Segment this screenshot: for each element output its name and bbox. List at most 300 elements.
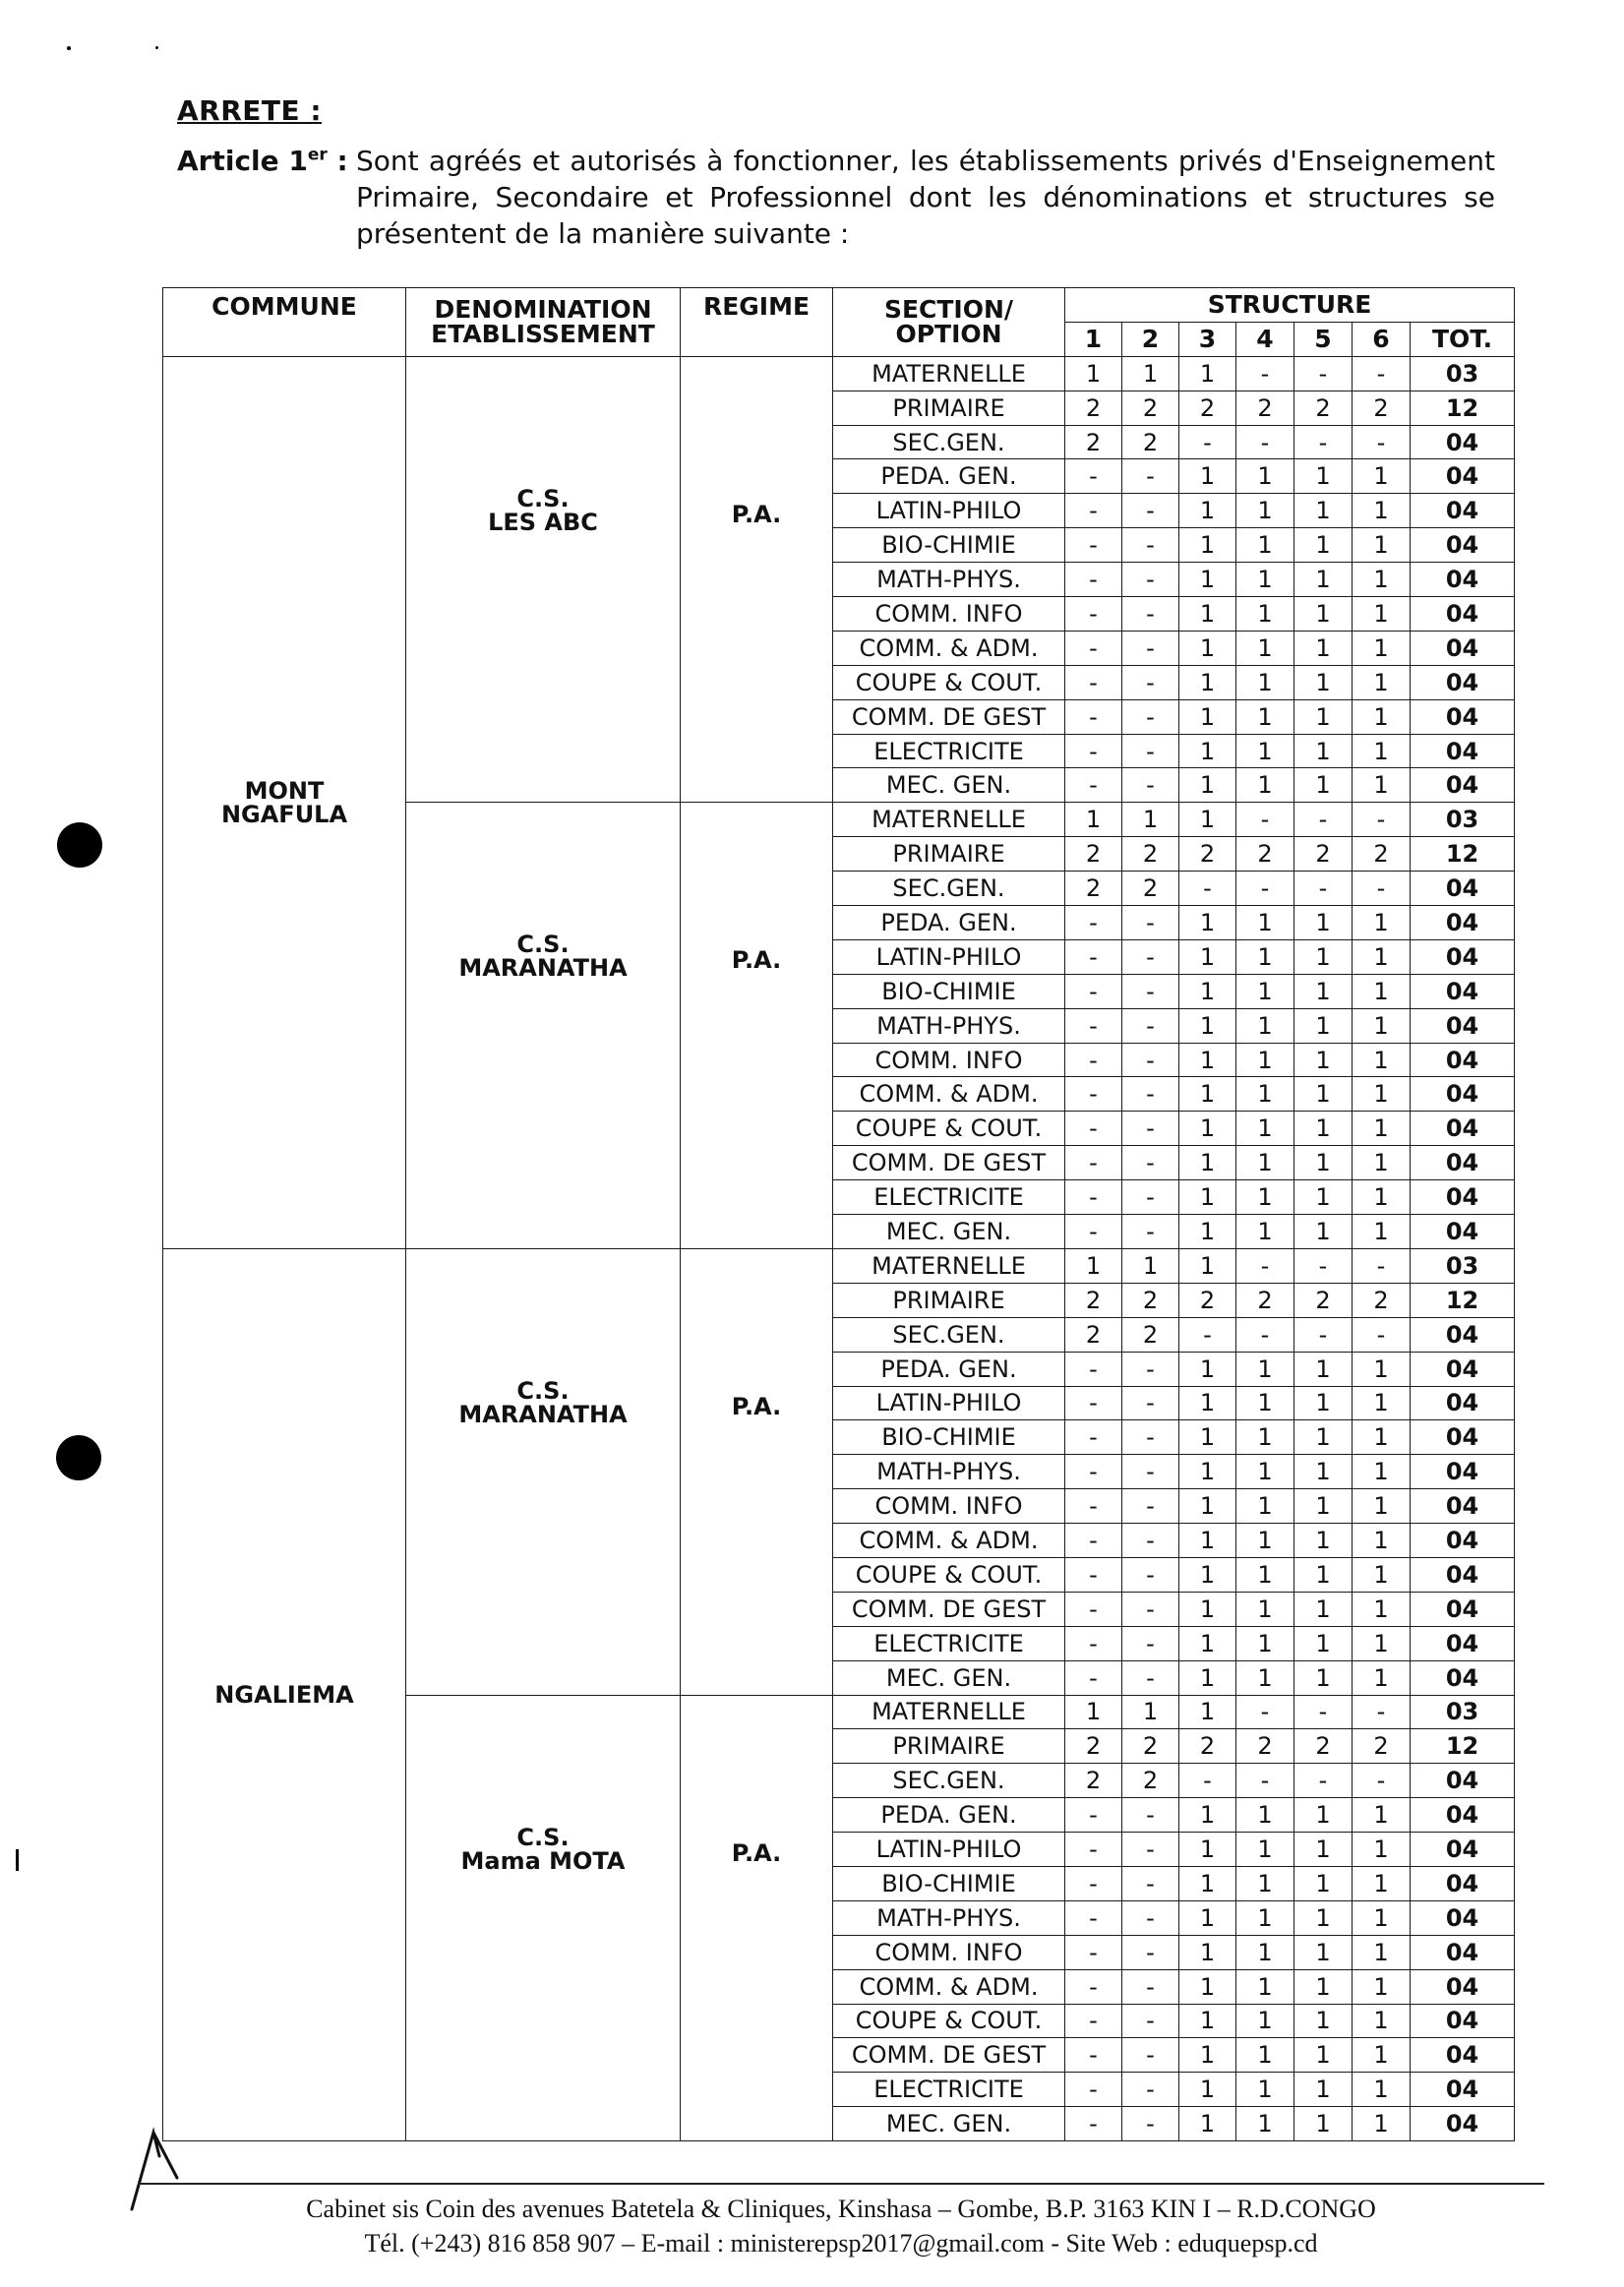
scan-dot — [67, 46, 71, 50]
level-1-cell: 2 — [1065, 425, 1122, 459]
level-5-cell: 1 — [1294, 1866, 1353, 1900]
level-6-cell: 1 — [1353, 1660, 1411, 1695]
level-1-cell: - — [1065, 1833, 1122, 1867]
section-option-cell: LATIN-PHILO — [833, 494, 1065, 528]
header-level-1: 1 — [1065, 322, 1122, 356]
school-name-line: LES ABC — [488, 508, 598, 536]
level-6-cell: - — [1353, 1764, 1411, 1798]
punch-hole — [57, 822, 102, 868]
level-5-cell: 1 — [1294, 665, 1353, 699]
level-4-cell: 1 — [1236, 1557, 1294, 1592]
total-cell: 03 — [1411, 1248, 1515, 1283]
level-5-cell: 1 — [1294, 1180, 1353, 1215]
level-2-cell: - — [1122, 734, 1179, 768]
regime-cell: P.A. — [681, 356, 833, 803]
level-1-cell: 2 — [1065, 1764, 1122, 1798]
footer-contact: Tél. (+243) 816 858 907 – E-mail : ministerepsp2017@gmail.com - Site Web : eduquepsp.cd — [364, 2229, 1318, 2257]
level-2-cell: 2 — [1122, 1317, 1179, 1352]
level-4-cell: 2 — [1236, 1729, 1294, 1764]
level-5-cell: - — [1294, 425, 1353, 459]
header-commune: COMMUNE — [163, 288, 406, 357]
level-1-cell: - — [1065, 1866, 1122, 1900]
level-4-cell: 1 — [1236, 1489, 1294, 1524]
level-3-cell: 2 — [1179, 837, 1236, 872]
level-3-cell: 1 — [1179, 563, 1236, 597]
total-cell: 04 — [1411, 906, 1515, 940]
school-name-cell — [406, 1248, 681, 1695]
level-4-cell: 1 — [1236, 563, 1294, 597]
total-cell: 04 — [1411, 1866, 1515, 1900]
level-3-cell: 1 — [1179, 1112, 1236, 1146]
level-2-cell: - — [1122, 1660, 1179, 1695]
level-6-cell: 1 — [1353, 1935, 1411, 1969]
level-2-cell: 2 — [1122, 837, 1179, 872]
level-1-cell: - — [1065, 1008, 1122, 1043]
level-2-cell: - — [1122, 1455, 1179, 1489]
level-3-cell: 1 — [1179, 1248, 1236, 1283]
total-cell: 04 — [1411, 768, 1515, 803]
level-1-cell: - — [1065, 1146, 1122, 1180]
level-5-cell: 1 — [1294, 1592, 1353, 1626]
section-option-cell: MEC. GEN. — [833, 1215, 1065, 1249]
header-denomination: DENOMINATION ETABLISSEMENT — [406, 288, 681, 357]
level-1-cell: - — [1065, 1557, 1122, 1592]
level-6-cell: 1 — [1353, 528, 1411, 563]
level-4-cell: 1 — [1236, 734, 1294, 768]
level-2-cell: - — [1122, 2073, 1179, 2107]
level-6-cell: 1 — [1353, 1900, 1411, 1935]
level-5-cell: 1 — [1294, 1352, 1353, 1386]
level-6-cell: 1 — [1353, 1386, 1411, 1420]
total-cell: 04 — [1411, 1592, 1515, 1626]
level-1-cell: - — [1065, 1660, 1122, 1695]
section-option-cell: COMM. DE GEST — [833, 1146, 1065, 1180]
section-option-cell: COUPE & COUT. — [833, 1557, 1065, 1592]
level-1-cell: 2 — [1065, 1729, 1122, 1764]
level-3-cell: 1 — [1179, 1455, 1236, 1489]
level-4-cell: 1 — [1236, 1180, 1294, 1215]
level-4-cell: 1 — [1236, 631, 1294, 665]
level-6-cell: 1 — [1353, 2073, 1411, 2107]
level-2-cell: - — [1122, 494, 1179, 528]
level-6-cell: 1 — [1353, 494, 1411, 528]
level-3-cell: 1 — [1179, 1660, 1236, 1695]
section-option-cell: MATH-PHYS. — [833, 563, 1065, 597]
level-3-cell: 1 — [1179, 2038, 1236, 2073]
level-5-cell: 1 — [1294, 1215, 1353, 1249]
total-cell: 04 — [1411, 1112, 1515, 1146]
level-3-cell: 1 — [1179, 1969, 1236, 2004]
level-4-cell: 1 — [1236, 1420, 1294, 1455]
section-option-cell: PRIMAIRE — [833, 391, 1065, 425]
total-cell: 04 — [1411, 1969, 1515, 2004]
level-5-cell: 1 — [1294, 1146, 1353, 1180]
total-cell: 04 — [1411, 1455, 1515, 1489]
section-option-cell: COMM. INFO — [833, 597, 1065, 632]
level-2-cell: - — [1122, 1592, 1179, 1626]
level-3-cell: 1 — [1179, 1557, 1236, 1592]
school-name-line: C.S. — [516, 484, 570, 512]
level-2-cell: - — [1122, 1969, 1179, 2004]
level-2-cell: - — [1122, 2038, 1179, 2073]
header-structure: STRUCTURE — [1065, 288, 1515, 323]
level-4-cell: - — [1236, 803, 1294, 837]
level-1-cell: - — [1065, 597, 1122, 632]
level-5-cell: 1 — [1294, 699, 1353, 734]
section-option-cell: LATIN-PHILO — [833, 1833, 1065, 1867]
level-1-cell: - — [1065, 459, 1122, 494]
level-1-cell: - — [1065, 1386, 1122, 1420]
level-6-cell: 1 — [1353, 1833, 1411, 1867]
article-text: Sont agréés et autorisés à fonctionner, les établissements privés d'Enseignement Primaire, Secondaire et Professionnel dont les dénominations et structures se présentent de la manière suivante : — [356, 145, 1495, 250]
level-3-cell: 1 — [1179, 1695, 1236, 1729]
section-option-cell: COMM. & ADM. — [833, 1077, 1065, 1112]
level-6-cell: 1 — [1353, 1524, 1411, 1558]
level-3-cell: 1 — [1179, 494, 1236, 528]
level-4-cell: 1 — [1236, 665, 1294, 699]
level-6-cell: 1 — [1353, 768, 1411, 803]
total-cell: 04 — [1411, 1798, 1515, 1833]
total-cell: 12 — [1411, 837, 1515, 872]
level-4-cell: 1 — [1236, 1146, 1294, 1180]
level-3-cell: 1 — [1179, 597, 1236, 632]
level-5-cell: 2 — [1294, 837, 1353, 872]
total-cell: 04 — [1411, 974, 1515, 1008]
level-4-cell: 1 — [1236, 1008, 1294, 1043]
level-5-cell: 1 — [1294, 2004, 1353, 2038]
commune-name-line: NGAFULA — [220, 800, 348, 828]
school-name-cell — [406, 356, 681, 803]
level-4-cell: - — [1236, 1764, 1294, 1798]
header-regime: REGIME — [681, 288, 833, 357]
total-cell: 04 — [1411, 563, 1515, 597]
level-3-cell: - — [1179, 1317, 1236, 1352]
level-2-cell: - — [1122, 1935, 1179, 1969]
level-2-cell: 1 — [1122, 1695, 1179, 1729]
level-2-cell: - — [1122, 563, 1179, 597]
section-option-cell: MEC. GEN. — [833, 2107, 1065, 2141]
level-5-cell: 1 — [1294, 1557, 1353, 1592]
level-2-cell: 2 — [1122, 391, 1179, 425]
level-4-cell: 1 — [1236, 1215, 1294, 1249]
scan-line — [16, 1849, 19, 1871]
level-5-cell: 1 — [1294, 1626, 1353, 1660]
level-3-cell: 1 — [1179, 1180, 1236, 1215]
level-5-cell: - — [1294, 1695, 1353, 1729]
level-5-cell: 1 — [1294, 597, 1353, 632]
level-4-cell: 1 — [1236, 2038, 1294, 2073]
level-1-cell: - — [1065, 2073, 1122, 2107]
level-5-cell: 1 — [1294, 563, 1353, 597]
level-4-cell: 1 — [1236, 1900, 1294, 1935]
level-3-cell: 1 — [1179, 1798, 1236, 1833]
level-4-cell: - — [1236, 1317, 1294, 1352]
level-3-cell: 1 — [1179, 1833, 1236, 1867]
level-3-cell: 2 — [1179, 391, 1236, 425]
level-1-cell: - — [1065, 1969, 1122, 2004]
section-option-cell: ELECTRICITE — [833, 2073, 1065, 2107]
total-cell: 04 — [1411, 1935, 1515, 1969]
level-6-cell: 1 — [1353, 1180, 1411, 1215]
level-2-cell: - — [1122, 459, 1179, 494]
total-cell: 04 — [1411, 1215, 1515, 1249]
level-3-cell: 1 — [1179, 1626, 1236, 1660]
level-1-cell: - — [1065, 2004, 1122, 2038]
level-1-cell: - — [1065, 1489, 1122, 1524]
section-option-cell: BIO-CHIMIE — [833, 974, 1065, 1008]
level-2-cell: - — [1122, 2004, 1179, 2038]
level-3-cell: 1 — [1179, 1077, 1236, 1112]
level-1-cell: 2 — [1065, 1317, 1122, 1352]
regime-cell: P.A. — [681, 803, 833, 1249]
section-option-cell: COUPE & COUT. — [833, 665, 1065, 699]
level-2-cell: - — [1122, 699, 1179, 734]
level-1-cell: - — [1065, 631, 1122, 665]
level-3-cell: 1 — [1179, 1524, 1236, 1558]
level-1-cell: - — [1065, 1524, 1122, 1558]
section-option-cell: MATH-PHYS. — [833, 1008, 1065, 1043]
level-1-cell: - — [1065, 1900, 1122, 1935]
level-4-cell: 1 — [1236, 597, 1294, 632]
total-cell: 04 — [1411, 1489, 1515, 1524]
total-cell: 12 — [1411, 1283, 1515, 1317]
level-4-cell: 1 — [1236, 1935, 1294, 1969]
level-2-cell: 2 — [1122, 1764, 1179, 1798]
level-5-cell: 1 — [1294, 1798, 1353, 1833]
school-name-line: C.S. — [516, 931, 570, 959]
level-4-cell: 1 — [1236, 2004, 1294, 2038]
level-6-cell: 1 — [1353, 1215, 1411, 1249]
section-option-cell: COMM. & ADM. — [833, 1969, 1065, 2004]
total-cell: 04 — [1411, 1660, 1515, 1695]
level-1-cell: 1 — [1065, 356, 1122, 391]
section-option-cell: SEC.GEN. — [833, 1317, 1065, 1352]
level-5-cell: 2 — [1294, 391, 1353, 425]
total-cell: 04 — [1411, 1764, 1515, 1798]
level-3-cell: 2 — [1179, 1729, 1236, 1764]
level-4-cell: - — [1236, 425, 1294, 459]
level-5-cell: 1 — [1294, 1489, 1353, 1524]
total-cell: 04 — [1411, 1557, 1515, 1592]
level-4-cell: 1 — [1236, 906, 1294, 940]
level-1-cell: - — [1065, 528, 1122, 563]
level-3-cell: 1 — [1179, 2004, 1236, 2038]
school-name-line: C.S. — [516, 1376, 570, 1405]
level-1-cell: - — [1065, 2038, 1122, 2073]
level-2-cell: 2 — [1122, 872, 1179, 906]
total-cell: 04 — [1411, 939, 1515, 974]
total-cell: 04 — [1411, 597, 1515, 632]
level-5-cell: 2 — [1294, 1283, 1353, 1317]
header-total: TOT. — [1411, 322, 1515, 356]
level-3-cell: 1 — [1179, 699, 1236, 734]
total-cell: 04 — [1411, 2038, 1515, 2073]
level-6-cell: 1 — [1353, 1077, 1411, 1112]
level-5-cell: - — [1294, 1248, 1353, 1283]
level-2-cell: - — [1122, 1043, 1179, 1077]
level-5-cell: 1 — [1294, 1455, 1353, 1489]
level-5-cell: 1 — [1294, 631, 1353, 665]
level-5-cell: 1 — [1294, 528, 1353, 563]
level-3-cell: 1 — [1179, 665, 1236, 699]
section-option-cell: PRIMAIRE — [833, 1729, 1065, 1764]
level-6-cell: 2 — [1353, 391, 1411, 425]
level-2-cell: - — [1122, 974, 1179, 1008]
total-cell: 04 — [1411, 1524, 1515, 1558]
level-5-cell: 1 — [1294, 1935, 1353, 1969]
section-option-cell: MATH-PHYS. — [833, 1455, 1065, 1489]
level-6-cell: 1 — [1353, 1626, 1411, 1660]
table-row — [163, 1248, 1515, 1283]
level-1-cell: - — [1065, 768, 1122, 803]
level-1-cell: 1 — [1065, 1248, 1122, 1283]
level-5-cell: 1 — [1294, 768, 1353, 803]
level-3-cell: 1 — [1179, 356, 1236, 391]
level-2-cell: 2 — [1122, 1729, 1179, 1764]
level-1-cell: - — [1065, 2107, 1122, 2141]
level-2-cell: - — [1122, 1180, 1179, 1215]
level-1-cell: 2 — [1065, 872, 1122, 906]
total-cell: 04 — [1411, 1386, 1515, 1420]
header-level-4: 4 — [1236, 322, 1294, 356]
level-5-cell: - — [1294, 356, 1353, 391]
level-4-cell: 2 — [1236, 391, 1294, 425]
section-option-cell: COMM. & ADM. — [833, 1524, 1065, 1558]
structure-table — [162, 287, 1515, 2141]
section-option-cell: COMM. INFO — [833, 1489, 1065, 1524]
level-2-cell: - — [1122, 1386, 1179, 1420]
school-name-cell — [406, 803, 681, 1249]
level-5-cell: 1 — [1294, 1386, 1353, 1420]
section-option-cell: SEC.GEN. — [833, 425, 1065, 459]
section-option-cell: MATERNELLE — [833, 1248, 1065, 1283]
level-3-cell: 1 — [1179, 1386, 1236, 1420]
level-4-cell: 1 — [1236, 1626, 1294, 1660]
level-5-cell: 1 — [1294, 2107, 1353, 2141]
level-1-cell: - — [1065, 974, 1122, 1008]
level-6-cell: 1 — [1353, 1592, 1411, 1626]
level-6-cell: 1 — [1353, 631, 1411, 665]
section-option-cell: PEDA. GEN. — [833, 906, 1065, 940]
total-cell: 04 — [1411, 872, 1515, 906]
section-option-cell: BIO-CHIMIE — [833, 1866, 1065, 1900]
school-name-line: MARANATHA — [458, 954, 628, 983]
level-6-cell: 2 — [1353, 1283, 1411, 1317]
total-cell: 04 — [1411, 2073, 1515, 2107]
level-3-cell: 1 — [1179, 528, 1236, 563]
level-5-cell: 1 — [1294, 1043, 1353, 1077]
total-cell: 03 — [1411, 1695, 1515, 1729]
level-2-cell: - — [1122, 1900, 1179, 1935]
section-option-cell: PEDA. GEN. — [833, 459, 1065, 494]
level-2-cell: 1 — [1122, 1248, 1179, 1283]
level-2-cell: 1 — [1122, 356, 1179, 391]
level-6-cell: 1 — [1353, 2004, 1411, 2038]
level-4-cell: 1 — [1236, 1592, 1294, 1626]
level-3-cell: 1 — [1179, 1592, 1236, 1626]
total-cell: 04 — [1411, 528, 1515, 563]
total-cell: 04 — [1411, 1833, 1515, 1867]
total-cell: 04 — [1411, 1043, 1515, 1077]
level-3-cell: 1 — [1179, 1008, 1236, 1043]
table-row — [163, 356, 1515, 391]
level-3-cell: 1 — [1179, 2107, 1236, 2141]
level-5-cell: 1 — [1294, 2073, 1353, 2107]
level-2-cell: 2 — [1122, 1283, 1179, 1317]
level-4-cell: 1 — [1236, 1798, 1294, 1833]
level-4-cell: 1 — [1236, 1043, 1294, 1077]
level-5-cell: 1 — [1294, 939, 1353, 974]
level-4-cell: 1 — [1236, 2107, 1294, 2141]
level-4-cell: 1 — [1236, 1386, 1294, 1420]
level-3-cell: 1 — [1179, 2073, 1236, 2107]
level-4-cell: 1 — [1236, 768, 1294, 803]
level-2-cell: 1 — [1122, 803, 1179, 837]
section-option-cell: LATIN-PHILO — [833, 939, 1065, 974]
level-3-cell: 1 — [1179, 1935, 1236, 1969]
level-5-cell: 1 — [1294, 1008, 1353, 1043]
level-6-cell: 1 — [1353, 1112, 1411, 1146]
section-option-cell: ELECTRICITE — [833, 734, 1065, 768]
section-option-cell: MATERNELLE — [833, 356, 1065, 391]
level-3-cell: 1 — [1179, 1866, 1236, 1900]
level-2-cell: - — [1122, 1798, 1179, 1833]
level-1-cell: - — [1065, 939, 1122, 974]
level-6-cell: - — [1353, 872, 1411, 906]
level-1-cell: - — [1065, 665, 1122, 699]
level-1-cell: - — [1065, 699, 1122, 734]
level-3-cell: 1 — [1179, 1900, 1236, 1935]
level-2-cell: - — [1122, 1489, 1179, 1524]
level-4-cell: 1 — [1236, 939, 1294, 974]
section-option-cell: MATH-PHYS. — [833, 1900, 1065, 1935]
level-5-cell: - — [1294, 1317, 1353, 1352]
level-5-cell: - — [1294, 803, 1353, 837]
level-5-cell: 1 — [1294, 459, 1353, 494]
table-body — [163, 356, 1515, 2140]
total-cell: 04 — [1411, 459, 1515, 494]
header-level-2: 2 — [1122, 322, 1179, 356]
level-2-cell: - — [1122, 1112, 1179, 1146]
section-option-cell: BIO-CHIMIE — [833, 1420, 1065, 1455]
level-3-cell: 1 — [1179, 1489, 1236, 1524]
level-4-cell: 1 — [1236, 494, 1294, 528]
section-option-cell: PRIMAIRE — [833, 837, 1065, 872]
level-2-cell: - — [1122, 1077, 1179, 1112]
level-3-cell: 1 — [1179, 906, 1236, 940]
level-4-cell: 1 — [1236, 1524, 1294, 1558]
level-6-cell: 2 — [1353, 837, 1411, 872]
regime-cell: P.A. — [681, 1248, 833, 1695]
total-cell: 04 — [1411, 1352, 1515, 1386]
level-4-cell: 1 — [1236, 2073, 1294, 2107]
total-cell: 04 — [1411, 1180, 1515, 1215]
level-4-cell: 1 — [1236, 528, 1294, 563]
total-cell: 04 — [1411, 494, 1515, 528]
level-4-cell: 1 — [1236, 974, 1294, 1008]
section-option-cell: COMM. DE GEST — [833, 1592, 1065, 1626]
level-4-cell: - — [1236, 356, 1294, 391]
level-6-cell: 1 — [1353, 1798, 1411, 1833]
level-4-cell: 1 — [1236, 1969, 1294, 2004]
level-6-cell: 1 — [1353, 2038, 1411, 2073]
level-1-cell: - — [1065, 1352, 1122, 1386]
level-2-cell: - — [1122, 665, 1179, 699]
section-option-cell: LATIN-PHILO — [833, 1386, 1065, 1420]
commune-name-line: MONT — [244, 776, 325, 805]
level-6-cell: 1 — [1353, 597, 1411, 632]
level-6-cell: 1 — [1353, 459, 1411, 494]
